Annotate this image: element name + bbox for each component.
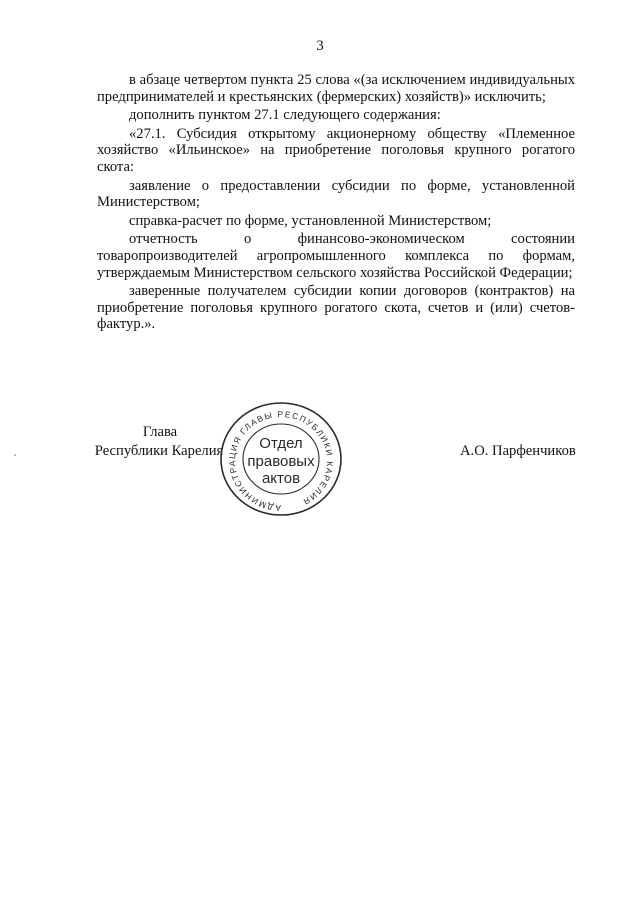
signatory-title-line1: Глава — [142, 424, 178, 440]
paragraph-6: отчетность о финансово-экономическом состоянии товаропроизводителей агропромышленного комплекса по формам, утверждаемым Министерством сельского хозяйства Российской Федерации; — [97, 231, 575, 281]
paragraph-7: заверенные получателем субсидии копии договоров (контрактов) на приобретение поголовья крупного рогатого скота, счетов и (или) счетов-фактур.». — [97, 283, 575, 333]
paragraph-3: «27.1. Субсидия открытому акционерному обществу «Племенное хозяйство «Ильинское» на приобретение поголовья крупного рогатого скота: — [97, 125, 575, 175]
official-stamp — [216, 400, 346, 518]
signatory-title-line2: Республики Карелия — [94, 443, 224, 459]
signatory-name: А.О. Парфенчиков — [460, 443, 576, 459]
document-body — [97, 72, 575, 335]
paragraph-1: в абзаце четвертом пункта 25 слова «(за исключением индивидуальных предпринимателей и крестьянских (фермерских) хозяйств)» исключить; — [97, 72, 575, 105]
stamp-center-line1: Отдел — [259, 435, 303, 452]
stamp-center-line3: актов — [261, 470, 301, 487]
paragraph-2: дополнить пунктом 27.1 следующего содержания: — [129, 107, 441, 124]
scan-speck — [14, 454, 16, 456]
stamp-ring-textpath: АДМИНИСТРАЦИЯ ГЛАВЫ РЕСПУБЛИКИ КАРЕЛИЯ — [226, 408, 336, 514]
paragraph-4: заявление о предоставлении субсидии по форме, установленной Министерством; — [97, 177, 575, 211]
stamp-center-line2: правовых — [247, 453, 315, 470]
paragraph-5: справка-расчет по форме, установленной Министерством; — [129, 212, 492, 229]
page-number: 3 — [316, 38, 324, 54]
signatory-title — [96, 423, 224, 461]
